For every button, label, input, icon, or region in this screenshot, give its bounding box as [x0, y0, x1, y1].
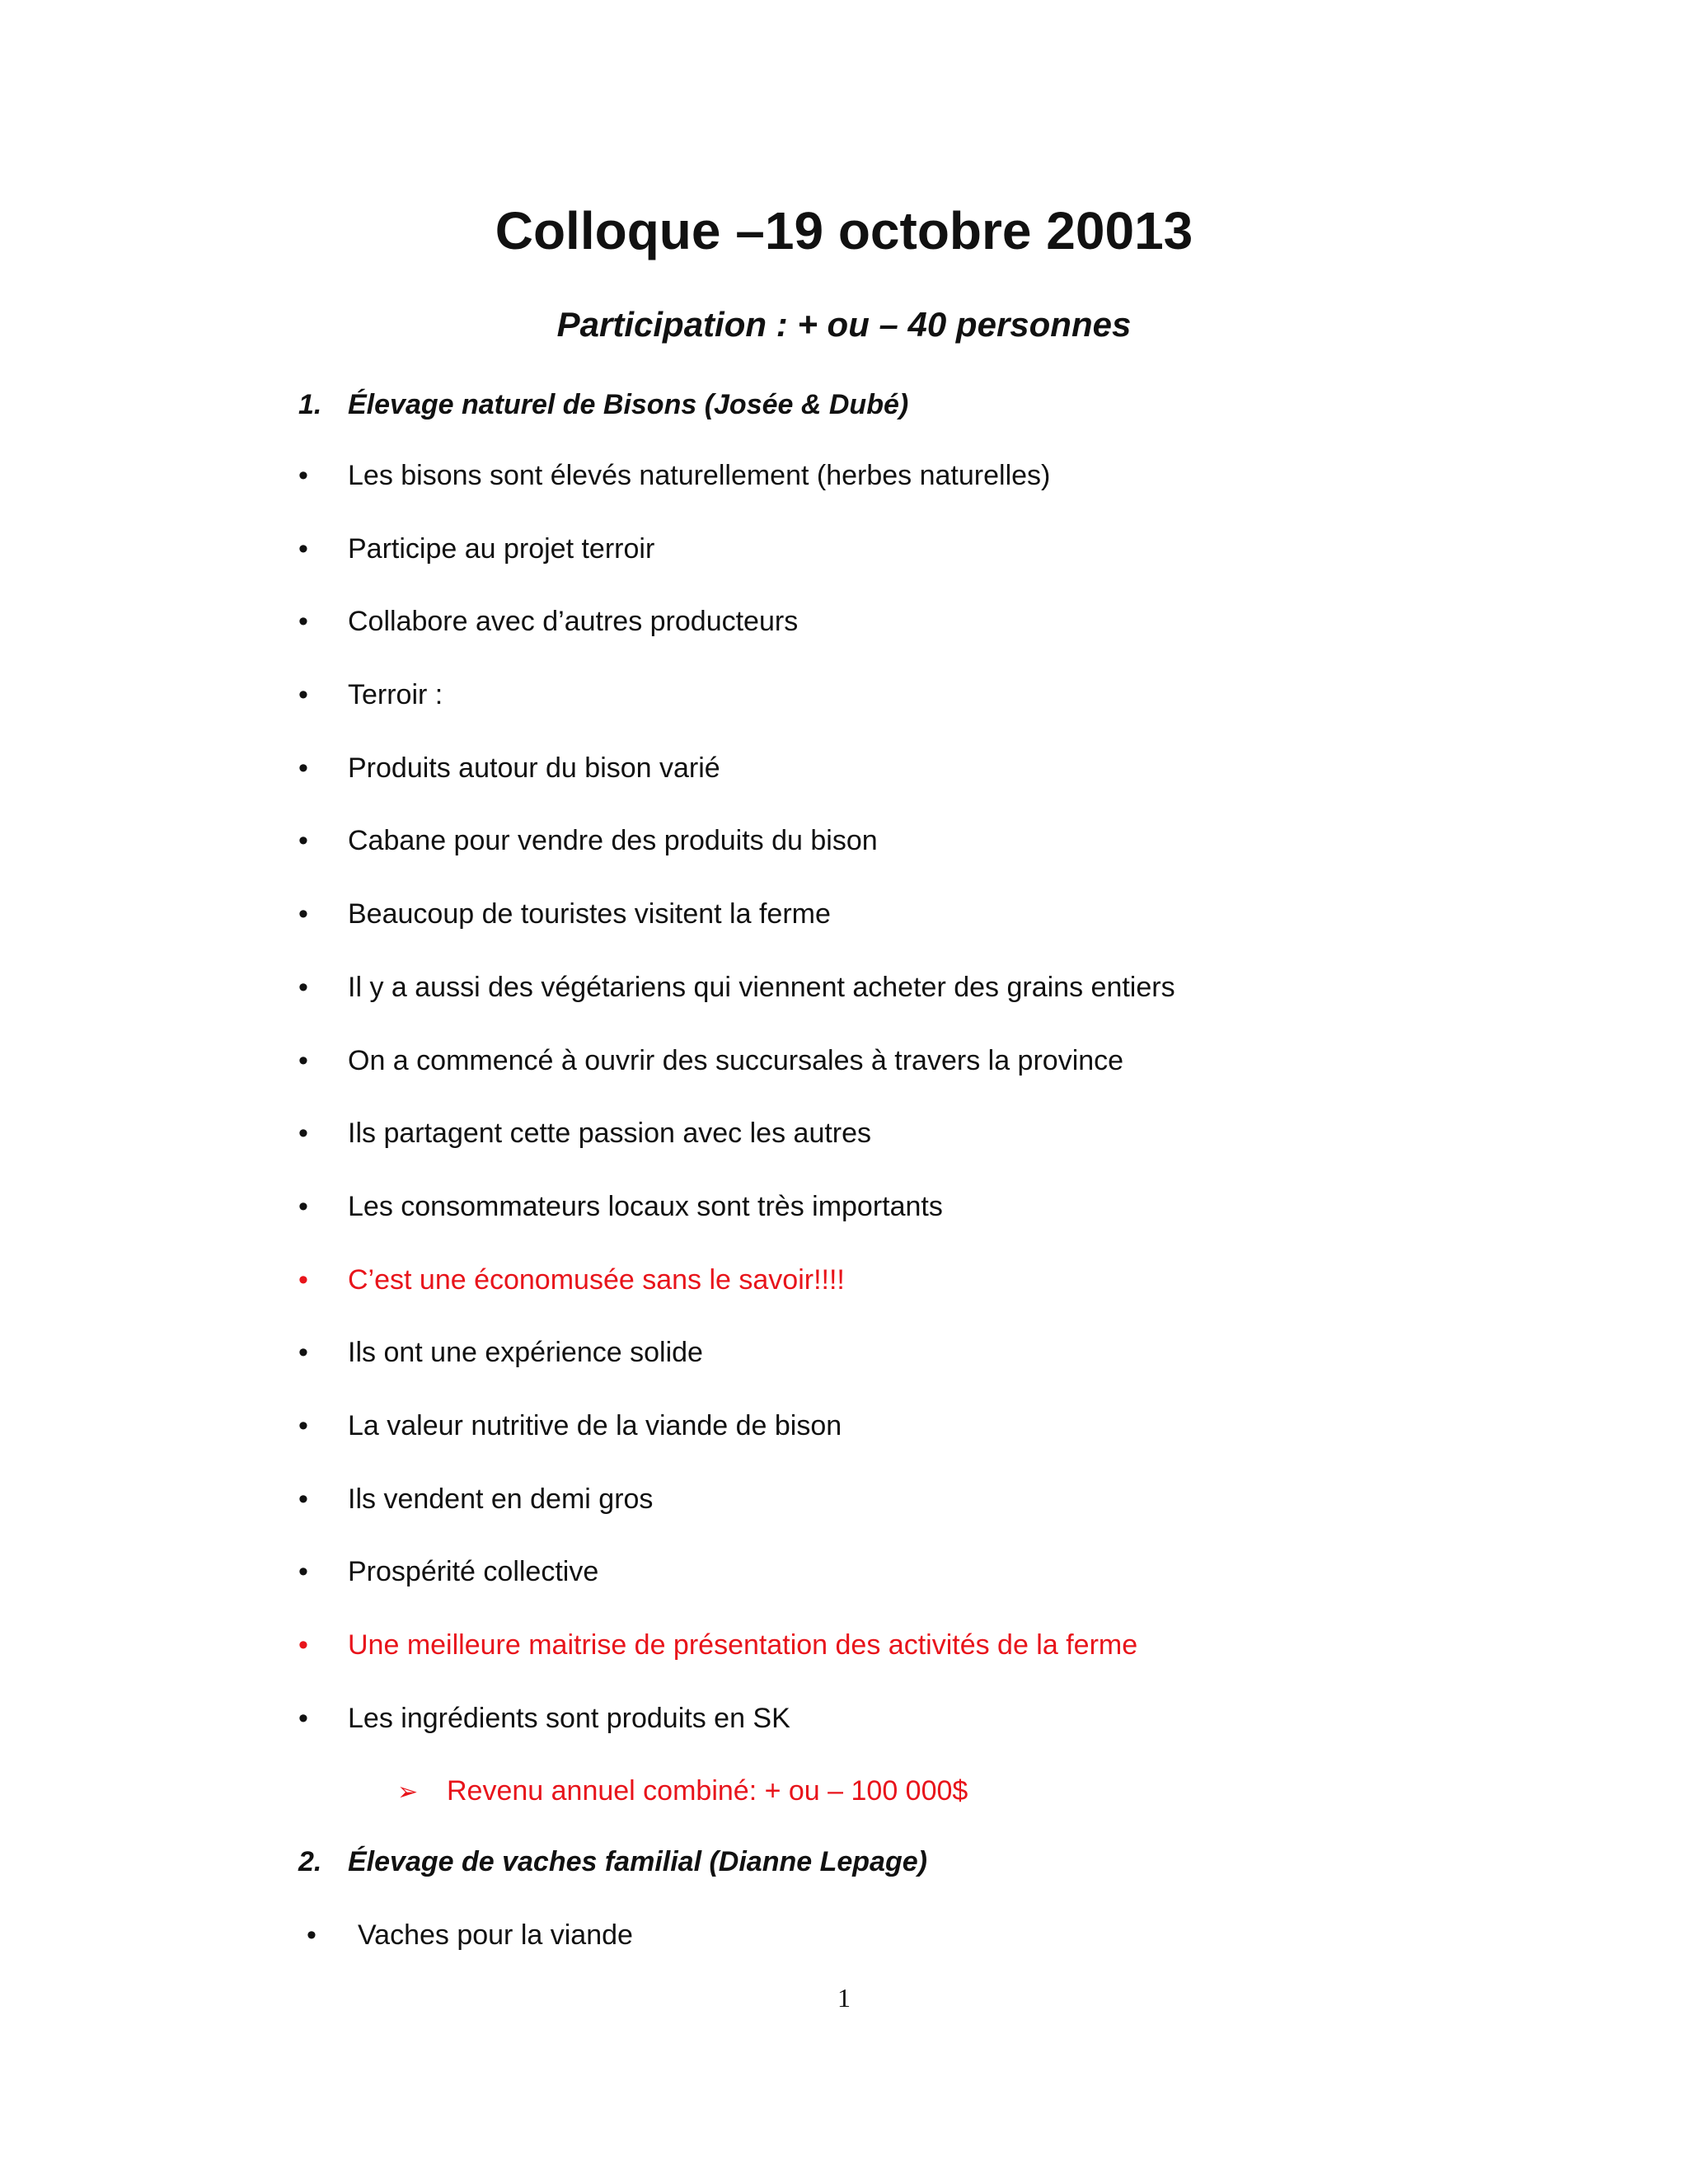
arrow-bullet-icon: ➢	[397, 1779, 419, 1806]
section-1-bullet-list	[298, 456, 1175, 1771]
list-item-text: Vaches pour la viande	[358, 1919, 633, 1951]
section-1-number: 1.	[298, 389, 322, 420]
section-2-number: 2.	[298, 1846, 322, 1877]
list-item-text: Collabore avec d’autres producteurs	[348, 606, 799, 638]
bullet-icon: •	[298, 532, 308, 565]
section-2-heading	[298, 1842, 927, 1882]
bullet-icon: •	[298, 1483, 308, 1515]
list-item	[298, 1406, 1175, 1479]
bullet-icon: •	[298, 752, 308, 784]
section-1-title: Élevage naturel de Bisons (Josée & Dubé)	[348, 389, 909, 420]
list-item-text: Ils vendent en demi gros	[348, 1483, 654, 1515]
bullet-icon: •	[298, 971, 308, 1003]
list-item-text: Prospérité collective	[348, 1556, 599, 1588]
list-item	[298, 602, 1175, 675]
bullet-icon: •	[298, 1044, 308, 1076]
page-number: 1	[837, 1983, 851, 2013]
list-item-text: Il y a aussi des végétariens qui viennent acheter des grains entiers	[348, 971, 1175, 1003]
list-item	[298, 1552, 1175, 1625]
list-item	[298, 1113, 1175, 1187]
list-item	[298, 1479, 1175, 1553]
list-item-text: Beaucoup de touristes visitent la ferme	[348, 898, 831, 930]
list-item	[298, 1333, 1175, 1406]
list-item-text: Ils partagent cette passion avec les autres	[348, 1118, 872, 1150]
list-item	[298, 1187, 1175, 1260]
bullet-icon: •	[298, 898, 308, 930]
bullet-icon: •	[298, 1337, 308, 1369]
list-item-text: Terroir :	[348, 679, 443, 711]
document-title: Colloque –19 octobre 20013	[495, 201, 1193, 260]
list-item	[298, 529, 1175, 602]
bullet-icon: •	[298, 460, 308, 491]
list-item-text: Les bisons sont élevés naturellement (herbes naturelles)	[348, 460, 1051, 491]
bullet-icon: •	[298, 679, 308, 711]
list-item	[298, 456, 1175, 529]
revenue-sub-item	[397, 1771, 968, 1812]
revenue-text: Revenu annuel combiné: + ou – 100 000$	[447, 1775, 968, 1807]
list-item	[298, 1041, 1175, 1114]
list-item-text: Participe au projet terroir	[348, 532, 655, 565]
list-item-text: Cabane pour vendre des produits du bison	[348, 825, 878, 857]
list-item-text: Produits autour du bison varié	[348, 752, 720, 784]
list-item-text: Les consommateurs locaux sont très importants	[348, 1190, 943, 1222]
list-item	[298, 821, 1175, 894]
list-item-text: Ils ont une expérience solide	[348, 1337, 703, 1369]
list-item-text: La valeur nutritive de la viande de bison	[348, 1409, 842, 1441]
bullet-icon: •	[298, 1263, 308, 1296]
section-1-heading	[298, 385, 908, 424]
list-item	[298, 1625, 1175, 1699]
bullet-icon: •	[298, 825, 308, 857]
bullet-icon: •	[298, 1556, 308, 1588]
list-item-text: Les ingrédients sont produits en SK	[348, 1702, 790, 1734]
list-item-text: Une meilleure maitrise de présentation des activités de la ferme	[348, 1629, 1138, 1661]
bullet-icon: •	[298, 1409, 308, 1441]
bullet-icon: •	[298, 606, 308, 638]
list-item	[298, 675, 1175, 748]
list-item-text: On a commencé à ouvrir des succursales à travers la province	[348, 1044, 1124, 1076]
bullet-icon: •	[298, 1190, 308, 1222]
section-2-title: Élevage de vaches familial (Dianne Lepage)	[348, 1846, 927, 1877]
document-subtitle: Participation : + ou – 40 personnes	[556, 305, 1132, 344]
list-item	[298, 1699, 1175, 1772]
bullet-icon: •	[298, 1702, 308, 1734]
bullet-icon: •	[307, 1919, 316, 1951]
list-item	[298, 968, 1175, 1041]
list-item	[298, 748, 1175, 822]
list-item-text: C’est une économusée sans le savoir!!!!	[348, 1263, 845, 1296]
section-2-list-item	[307, 1915, 633, 1955]
list-item	[298, 894, 1175, 968]
bullet-icon: •	[298, 1118, 308, 1150]
list-item	[298, 1260, 1175, 1333]
bullet-icon: •	[298, 1629, 308, 1661]
